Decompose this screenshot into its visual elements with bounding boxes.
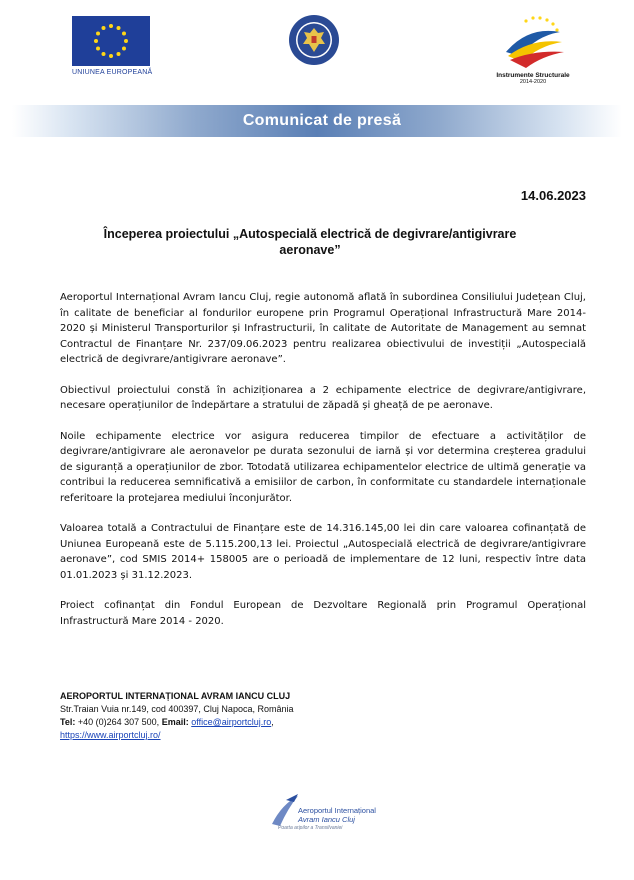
body-paragraph: Proiect cofinanțat din Fondul European de Dezvoltare Regională prin Programul Operațional Infrastructură Mare 2014 - 2020. [60, 600, 586, 627]
airport-logo [268, 790, 398, 840]
eu-label: UNIUNEA EUROPEANĂ [72, 69, 153, 76]
eu-star-icon [109, 54, 113, 58]
body-paragraph: Obiectivul proiectului constă în achiziționarea a 2 echipamente electrice de degivrare/antigivrare, necesare operațiunilor de îndepărtare a stratului de zăpadă și gheață de pe aeronave. [60, 384, 586, 411]
body-paragraph: Noile echipamente electrice vor asigura reducerea timpilor de efectuare a activităților de degivrare/antigivrare ale aeronavelor pe durata sezonului de iarnă și vor determina creșterea gradului de siguranță a operațiunilor de zbor. Totodată utilizarea echipamentelor electrice de ultimă generație va contribui la reducerea semnificativă a emisiilor de carbon, în conformitate cu standardele internaționale referitoare la protejarea mediului înconjurător. [60, 430, 586, 504]
phone-number: +40 (0)264 307 500, [77, 717, 160, 727]
eu-star-icon [124, 39, 128, 43]
airport-logo-line-1: Aeroportul Internațional [298, 806, 376, 815]
website-link[interactable]: https://www.airportcluj.ro/ [60, 730, 161, 740]
footer-organization: AEROPORTUL INTERNAȚIONAL AVRAM IANCU CLUJ [60, 691, 291, 701]
banner-title: Comunicat de presă [242, 112, 402, 129]
eu-star-icon [94, 39, 98, 43]
header-logos [0, 0, 634, 100]
eu-logo [72, 16, 153, 76]
footer-address: Str.Traian Vuia nr.149, cod 400397, Cluj Napoca, România [60, 704, 294, 714]
structural-instruments-mark-icon [498, 12, 568, 70]
email-link[interactable]: office@airportcluj.ro [191, 717, 272, 727]
body-paragraph: Valoarea totală a Contractului de Finanțare este de 14.316.145,00 lei din care valoarea cofinanțată de Uniunea Europeană este de 5.115.200,13 lei. Proiectul „Autospecială electrică de degivrare/antigivrare aeronave”, cod SMIS 2014+ 158005 are o perioadă de implementare de 12 luni, respectiv între data 01.01.2023 și 31.12.2023. [60, 523, 586, 581]
press-release-banner [12, 105, 622, 137]
body-paragraph: Aeroportul Internațional Avram Iancu Cluj, regie autonomă aflată în subordinea Consiliului Județean Cluj, în calitate de beneficiar al fondurilor europene prin Programul Operațional Infrastructură Mare 2014-2020 și Ministerul Transporturilor și Infrastructurii, în calitate de Autoritate de Management au semnat Contractul de Finanțare Nr. 237/09.06.2023 pentru realizarea obiectivului de investiții „Autospecială electrică de degivrare/antigivrare aeronave”. [60, 292, 586, 365]
airplane-swoosh-icon [268, 790, 302, 828]
eu-star-icon [117, 52, 121, 56]
eu-star-icon [122, 47, 126, 51]
email-label: Email: [161, 717, 189, 727]
structural-instruments-title: Instrumente Structurale [496, 72, 570, 79]
structural-instruments-years: 2014-2020 [519, 79, 547, 85]
eu-flag-icon [72, 16, 150, 66]
eu-star-icon [102, 26, 106, 30]
contact-footer [60, 690, 600, 742]
structural-instruments-logo [488, 12, 578, 85]
document-title [60, 226, 560, 258]
document-title-line-2: aeronave” [279, 243, 341, 257]
eu-star-icon [102, 52, 106, 56]
eu-star-icon [96, 32, 100, 36]
release-date: 14.06.2023 [520, 188, 586, 203]
airport-logo-line-2: Avram Iancu Cluj [298, 815, 355, 824]
document-title-line-1: Începerea proiectului „Autospecială electrică de degivrare/antigivrare [103, 227, 517, 241]
eu-star-icon [117, 26, 121, 30]
airport-logo-tagline: Poarta aripilor a Transilvaniei [278, 825, 343, 831]
eu-star-icon [109, 24, 113, 28]
romanian-government-seal-icon [288, 14, 340, 66]
eu-star-icon [122, 32, 126, 36]
document-body [60, 290, 586, 644]
eu-star-icon [96, 47, 100, 51]
footer-phone-email [60, 716, 600, 729]
email-suffix: , [271, 717, 274, 727]
phone-label: Tel: [60, 717, 76, 727]
